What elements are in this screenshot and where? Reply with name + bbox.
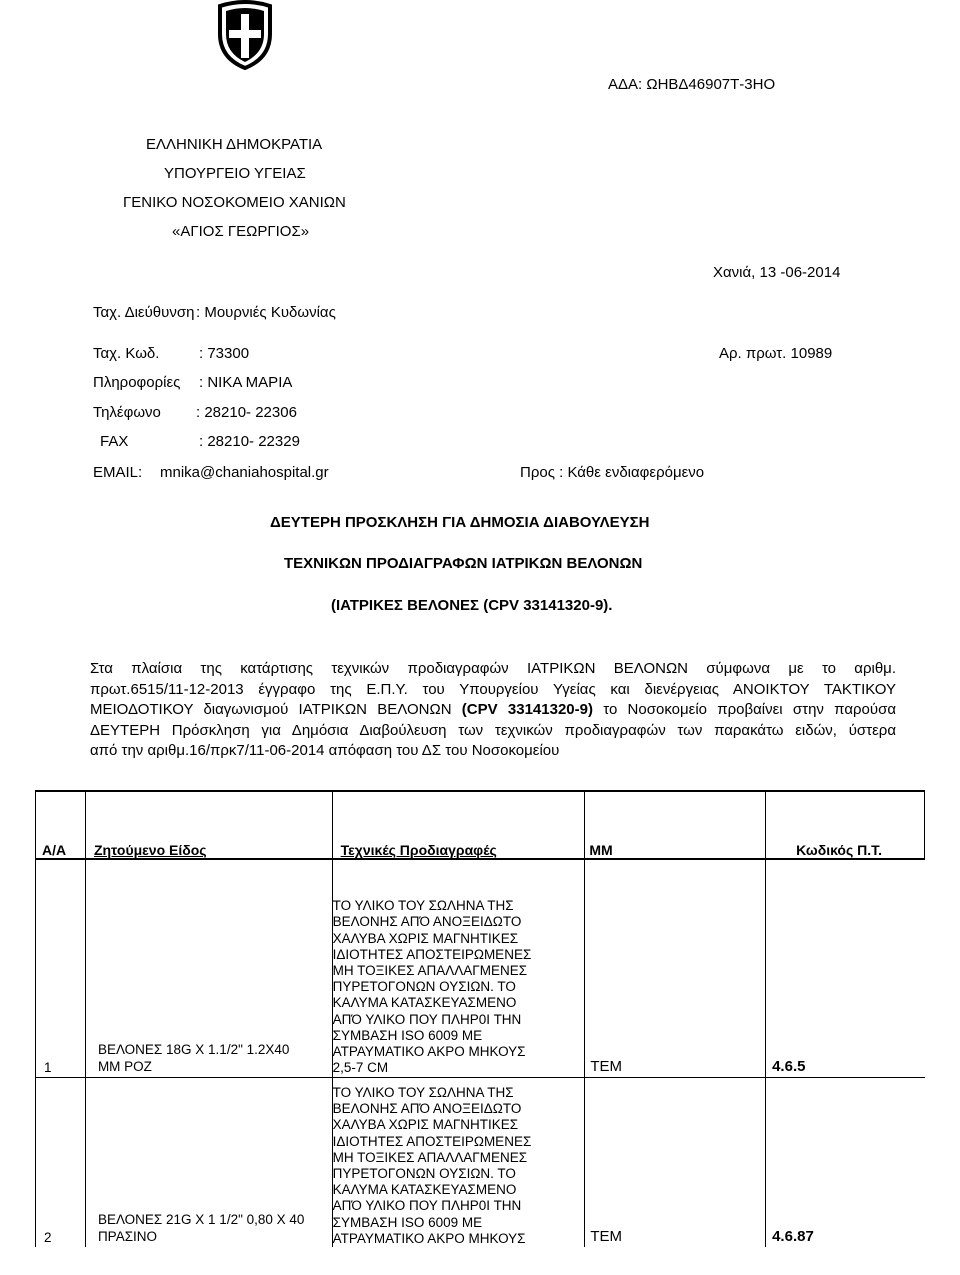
info-value: : ΝΙΚΑ ΜΑΡΙΑ [199,374,293,391]
header-line-3: ΓΕΝΙΚΟ ΝΟΣΟΚΟΜΕΙΟ ΧΑΝΙΩΝ [123,194,346,211]
header-item: Ζητούμενο Είδος [85,791,332,859]
ada-code: ΑΔΑ: ΩΗΒΔ46907Τ-3ΗΟ [608,76,776,93]
zip-label: Ταχ. Κωδ. [93,345,160,362]
info-label: Πληροφορίες [93,374,181,391]
email-link[interactable]: mnika@chaniahospital.gr [160,464,329,481]
recipient: Προς : Κάθε ενδιαφερόμενο [520,464,705,481]
header-line-1: ΕΛΛΗΝΙΚΗ ΔΗΜΟΚΡΑΤΙΑ [146,136,323,153]
document-date: Χανιά, 13 -06-2014 [713,264,841,281]
row-spec: ΤΟ ΥΛΙΚΟ ΤΟΥ ΣΩΛΗΝΑ ΤΗΣ ΒΕΛΟΝΗΣ ΑΠΌ ΑΝΟΞΕΙΔΩΤΟ ΧΑΛΥΒΑ ΧΩΡΙΣ ΜΑΓΝΗΤΙΚΕΣ ΙΔΙΟΤΗΤΕΣ ΑΠΟΣΤΕΙΡΩΜΕΝΕΣ ΜΗ ΤΟΞΙΚΕΣ ΑΠΑΛΛΑΓΜΕΝΕΣ ΠΥΡΕΤΟΓΟΝΩΝ ΟΥΣΙΩΝ. ΤΟ ΚΑΛΥΜΑ ΚΑΤΑΣΚΕΥΑΣΜΕΝΟ ΑΠΌ ΥΛΙΚΟ ΠΟΥ ΠΛΗΡ0Ι ΤΗΝ ΣΥΜΒΑΣΗ ISO 6009 ΜΕ ΑΤΡΑΥΜΑΤΙΚΟ ΑΚΡΟ ΜΗΚΟΥΣ [332,1077,585,1247]
items-table [35,790,925,1247]
body-line-5: από την αριθμ.16/πρκ7/11-06-2014 απόφαση του ΔΣ του Νοσοκομείου [90,742,560,759]
header-mm: ΜΜ [585,791,766,859]
row-item: ΒΕΛΟΝΕΣ 21G X 1 1/2" 0,80 Χ 40 ΠΡΑΣΙΝΟ [85,1077,332,1247]
row-aa: 2 [36,1077,86,1247]
header-line-4: «ΑΓΙΟΣ ΓΕΩΡΓΙΟΣ» [172,223,310,240]
row-aa: 1 [36,859,86,1077]
fax-label: FAX [100,433,129,450]
row-spec: ΤΟ ΥΛΙΚΟ ΤΟΥ ΣΩΛΗΝΑ ΤΗΣ ΒΕΛΟΝΗΣ ΑΠΌ ΑΝΟΞΕΙΔΩΤΟ ΧΑΛΥΒΑ ΧΩΡΙΣ ΜΑΓΝΗΤΙΚΕΣ ΙΔΙΟΤΗΤΕΣ ΑΠΟΣΤΕΙΡΩΜΕΝΕΣ ΜΗ ΤΟΞΙΚΕΣ ΑΠΑΛΛΑΓΜΕΝΕΣ ΠΥΡΕΤΟΓΟΝΩΝ ΟΥΣΙΩΝ. ΤΟ ΚΑΛΥΜΑ ΚΑΤΑΣΚΕΥΑΣΜΕΝΟ ΑΠΌ ΥΛΙΚΟ ΠΟΥ ΠΛΗΡ0Ι ΤΗΝ ΣΥΜΒΑΣΗ ISO 6009 ΜΕ ΑΤΡΑΥΜΑΤΙΚΟ ΑΚΡΟ ΜΗΚΟΥΣ 2,5-7 CM [332,859,585,1077]
title-line-1: ΔΕΥΤΕΡΗ ΠΡΟΣΚΛΗΣΗ ΓΙΑ ΔΗΜΟΣΙΑ ΔΙΑΒΟΥΛΕΥΣΗ [270,514,650,531]
fax-value: : 28210- 22329 [199,433,300,450]
body-line-2: πρωτ.6515/11-12-2013 έγγραφο της Ε.Π.Υ. του Υπουργείου Υγείας και διενέργειας ΑΝΟΙΚΤΟΥ ΤΑΚΤΙΚΟΥ [90,680,896,698]
zip-value: : 73300 [199,345,250,362]
header-aa: Α/Α [36,791,86,859]
row-code: 4.6.87 [766,1077,925,1247]
body-line-1: Στα πλαίσια της κατάρτισης τεχνικών προδιαγραφών ΙΑΤΡΙΚΩΝ ΒΕΛΟΝΩΝ σύμφωνα με το αριθμ. [90,660,896,677]
body-line-3: ΜΕΙΟΔΟΤΙΚΟΥ διαγωνισμού ΙΑΤΡΙΚΩΝ ΒΕΛΟΝΩΝ (CPV 33141320-9) το Νοσοκομείο προβαίνει στην παρούσα [90,701,896,718]
row-mm: ΤΕΜ [585,1077,766,1247]
header-line-2: ΥΠΟΥΡΓΕΙΟ ΥΓΕΙΑΣ [164,165,306,182]
table-row [36,859,925,1077]
address-label: Ταχ. Διεύθυνση [93,304,195,321]
protocol-number: Αρ. πρωτ. 10989 [719,345,833,362]
row-mm: ΤΕΜ [585,859,766,1077]
title-line-2: ΤΕΧΝΙΚΩΝ ΠΡΟΔΙΑΓΡΑΦΩΝ ΙΑΤΡΙΚΩΝ ΒΕΛΟΝΩΝ [284,555,643,572]
body-line-4: ΔΕΥΤΕΡΗ Πρόσκληση για Δημόσια Διαβούλευση των τεχνικών προδιαγραφών των παρακάτω ειδών, ύστερα [90,721,896,739]
row-item: ΒΕΛΟΝΕΣ 18G X 1.1/2" 1.2Χ40 ΜΜ ΡΟΖ [85,859,332,1077]
header-spec: Τεχνικές Προδιαγραφές [332,791,585,859]
header-code: Κωδικός Π.Τ. [766,791,925,859]
body-paragraph [90,659,896,762]
email-label: EMAIL: [93,464,143,481]
title-line-3: (ΙΑΤΡΙΚΕΣ ΒΕΛΟΝΕΣ (CPV 33141320-9). [331,597,613,614]
table-row [36,1077,925,1247]
phone-value: : 28210- 22306 [196,404,297,421]
phone-label: Τηλέφωνο [93,404,161,421]
address-value: : Μουρνιές Κυδωνίας [196,304,336,321]
table-header-row [36,791,925,859]
greek-emblem-icon [214,0,276,70]
row-code: 4.6.5 [766,859,925,1077]
